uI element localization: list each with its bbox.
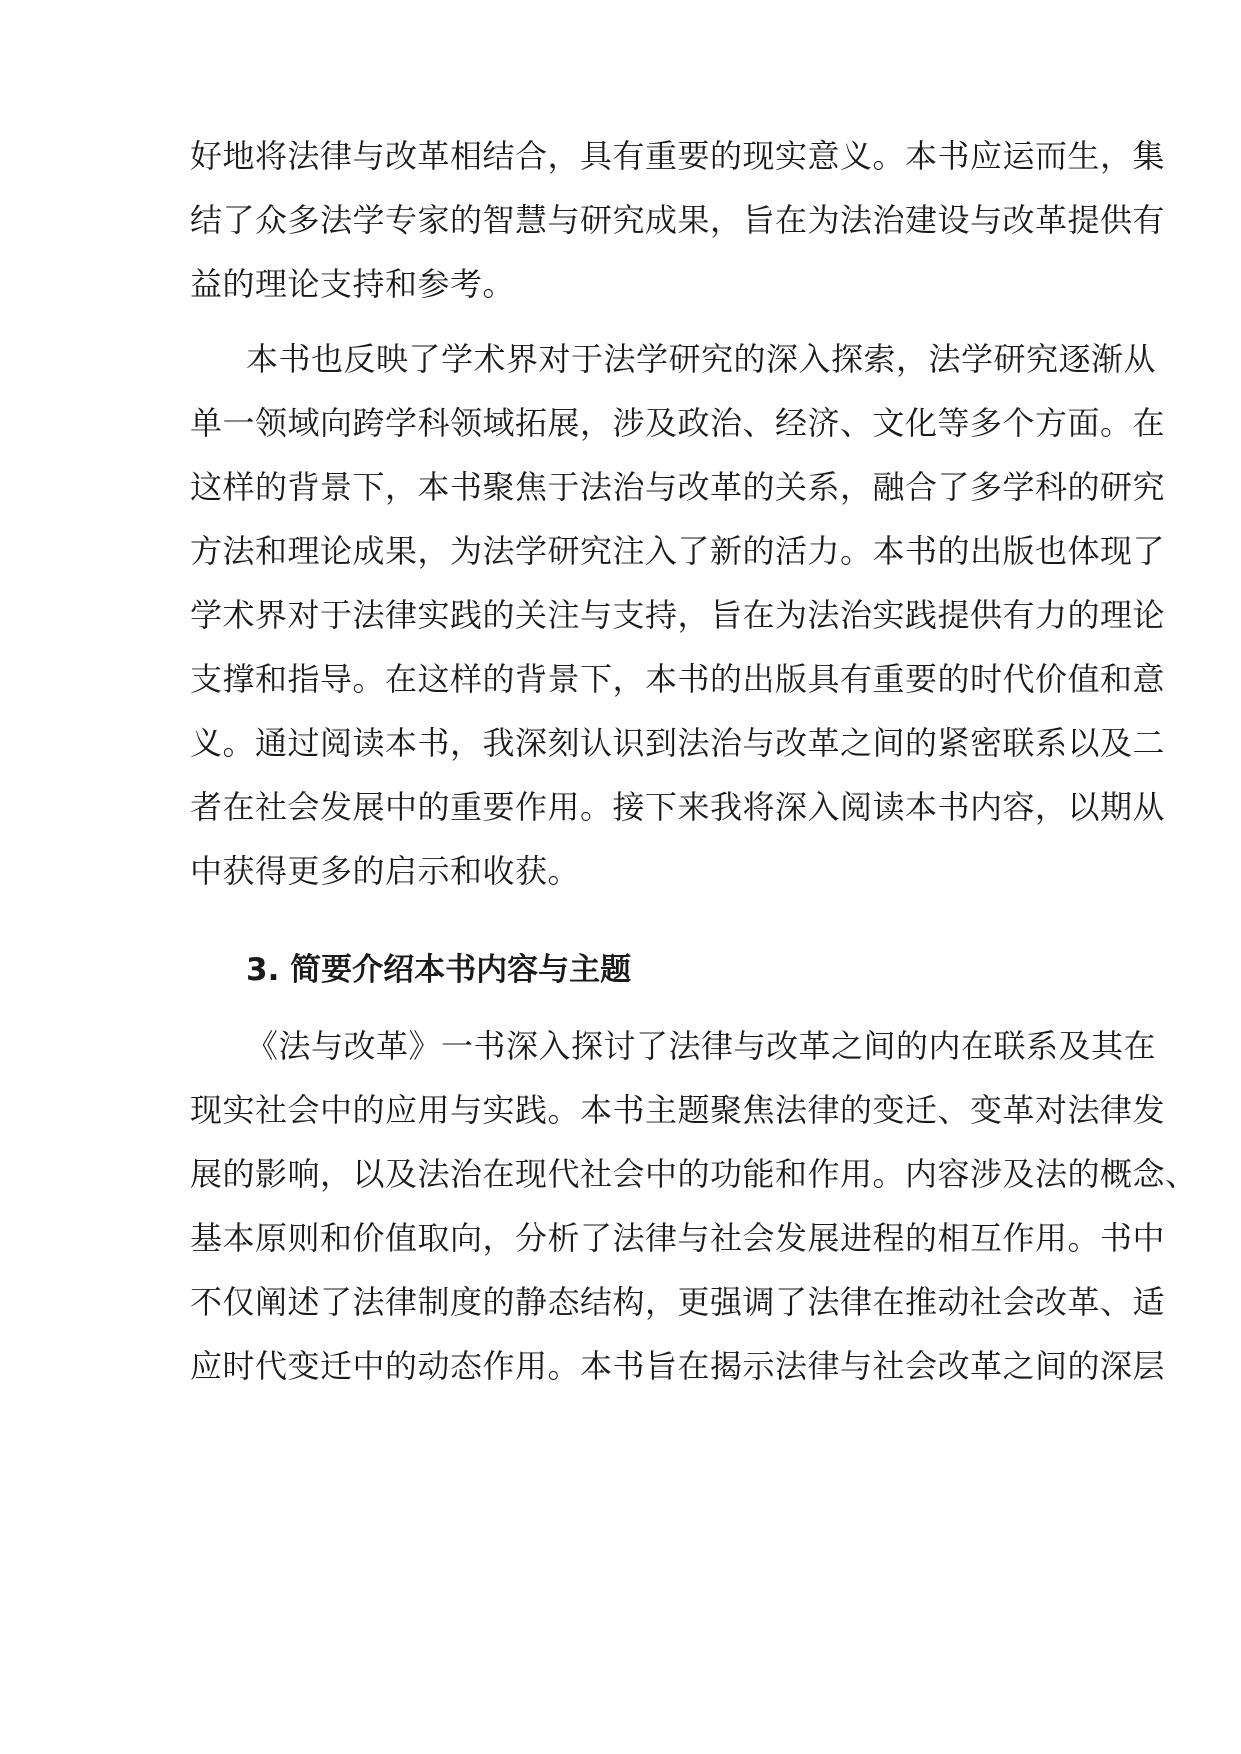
- section-heading: 3. 简要介绍本书内容与主题: [246, 952, 632, 988]
- paragraph-3-line-5: 不仅阐述了法律制度的静态结构，更强调了法律在推动社会改革、适: [190, 1283, 1166, 1321]
- paragraph-3-line-2: 现实社会中的应用与实践。本书主题聚焦法律的变迁、变革对法律发: [190, 1091, 1166, 1129]
- paragraph-3-line-4: 基本原则和价值取向，分析了法律与社会发展进程的相互作用。书中: [190, 1219, 1166, 1257]
- paragraph-2-line-2: 单一领域向跨学科领域拓展，涉及政治、经济、文化等多个方面。在: [190, 404, 1166, 442]
- paragraph-2-line-7: 义。通过阅读本书，我深刻认识到法治与改革之间的紧密联系以及二: [190, 724, 1166, 762]
- paragraph-3-line-6: 应时代变迁中的动态作用。本书旨在揭示法律与社会改革之间的深层: [190, 1347, 1166, 1385]
- paragraph-2-line-6: 支撑和指导。在这样的背景下，本书的出版具有重要的时代价值和意: [190, 660, 1166, 698]
- paragraph-1-line-2: 结了众多法学专家的智慧与研究成果，旨在为法治建设与改革提供有: [190, 201, 1166, 239]
- paragraph-2-line-9: 中获得更多的启示和收获。: [190, 852, 581, 890]
- paragraph-2-line-5: 学术界对于法律实践的关注与支持，旨在为法治实践提供有力的理论: [190, 596, 1166, 634]
- paragraph-2-line-4: 方法和理论成果，为法学研究注入了新的活力。本书的出版也体现了: [190, 532, 1166, 570]
- paragraph-3-line-1: 《法与改革》一书深入探讨了法律与改革之间的内在联系及其在: [246, 1027, 1157, 1065]
- paragraph-1-line-1: 好地将法律与改革相结合，具有重要的现实意义。本书应运而生，集: [190, 137, 1166, 175]
- paragraph-2-line-8: 者在社会发展中的重要作用。接下来我将深入阅读本书内容，以期从: [190, 788, 1166, 826]
- paragraph-3-line-3: 展的影响，以及法治在现代社会中的功能和作用。内容涉及法的概念、: [190, 1155, 1198, 1193]
- paragraph-2-line-3: 这样的背景下，本书聚焦于法治与改革的关系，融合了多学科的研究: [190, 468, 1166, 506]
- paragraph-1-line-3: 益的理论支持和参考。: [190, 265, 516, 303]
- paragraph-2-line-1: 本书也反映了学术界对于法学研究的深入探索，法学研究逐渐从: [246, 340, 1157, 378]
